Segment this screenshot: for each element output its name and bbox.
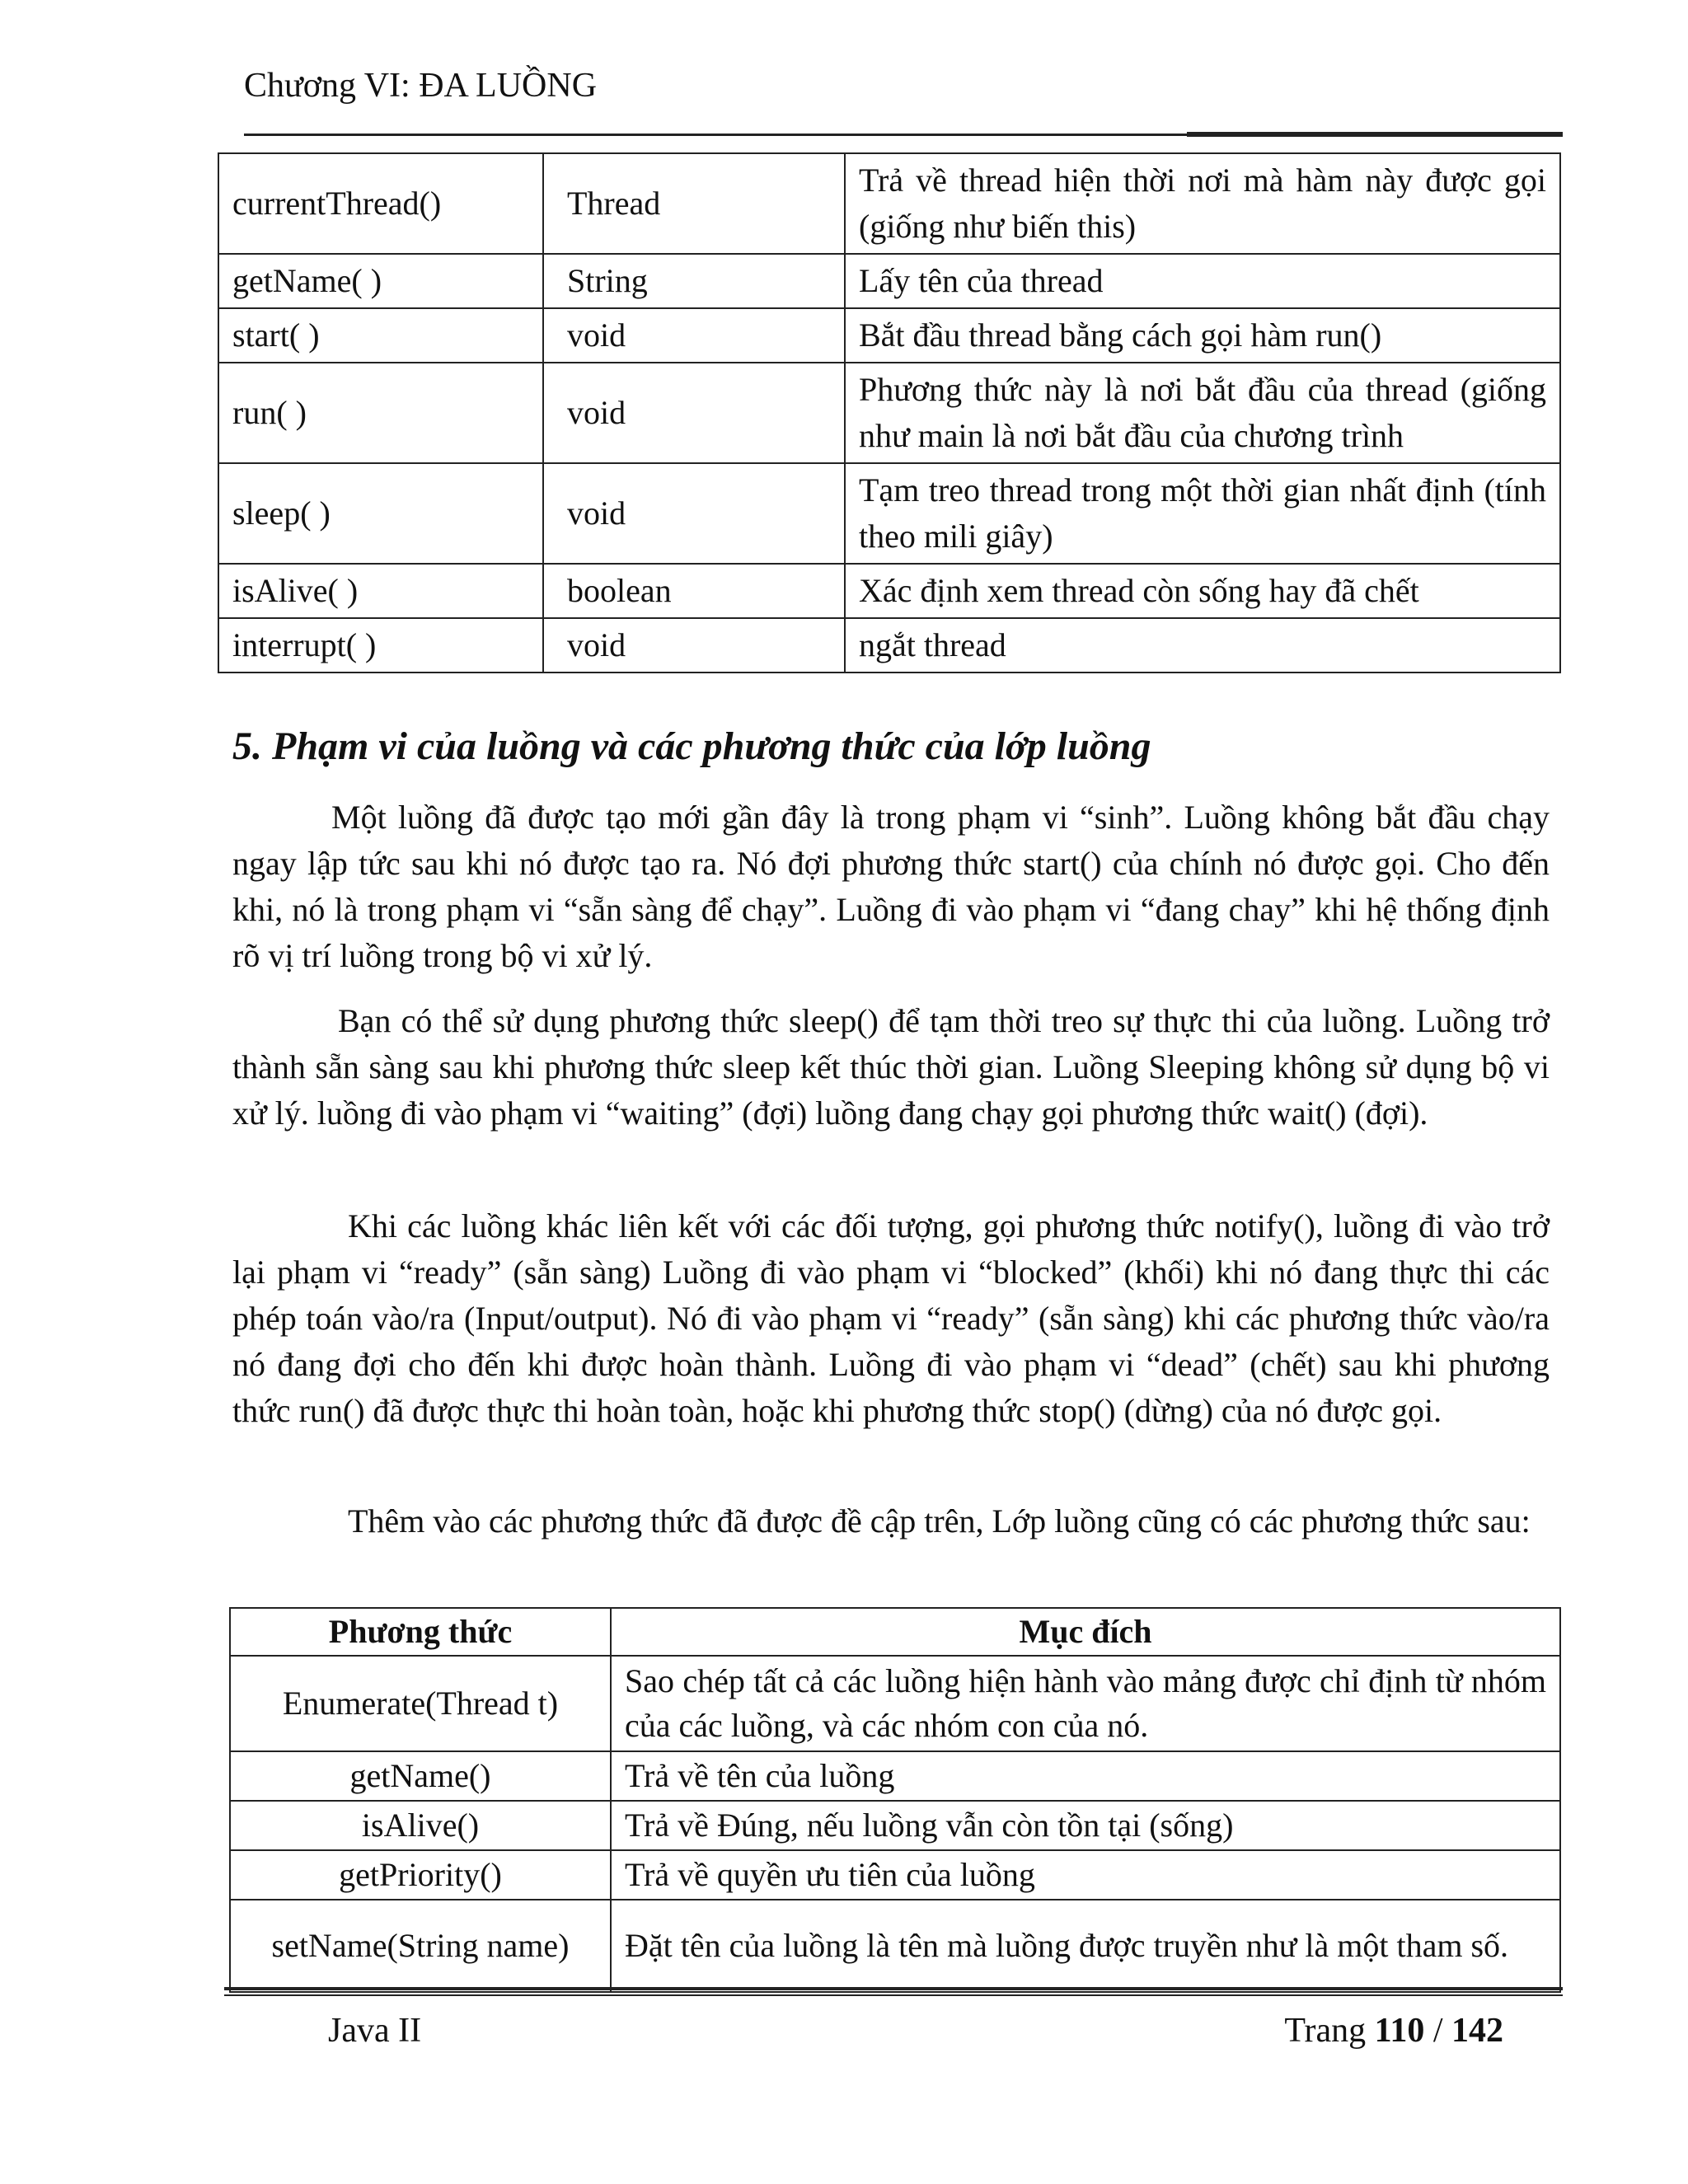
table-row [230,1900,1560,1992]
column-header-method: Phương thức [230,1608,611,1656]
return-type-cell: Thread [543,153,845,254]
method-name-cell: getName() [230,1751,611,1801]
table-row [218,254,1560,308]
table-header-row [230,1608,1560,1656]
return-type-cell: boolean [543,564,845,618]
table-row [230,1656,1560,1751]
description-cell: Lấy tên của thread [845,254,1560,308]
table-row [218,618,1560,673]
method-name-cell: run( ) [218,363,543,463]
description-cell: Trả về thread hiện thời nơi mà hàm này được gọi (giống như biến this) [845,153,1560,254]
page-prefix: Trang [1284,2012,1367,2050]
footer-rule [224,1987,1563,1990]
purpose-cell: Đặt tên của luồng là tên mà luồng được truyền như là một tham số. [611,1900,1560,1992]
footer-rule-thin [224,1994,1563,1996]
page-separator: / [1432,2012,1443,2050]
purpose-cell: Trả về Đúng, nếu luồng vẫn còn tồn tại (sống) [611,1801,1560,1850]
thread-class-methods-table [229,1607,1561,1993]
table-row [230,1801,1560,1850]
purpose-cell: Trả về tên của luồng [611,1751,1560,1801]
return-type-cell: void [543,363,845,463]
method-name-cell: isAlive( ) [218,564,543,618]
method-name-cell: start( ) [218,308,543,363]
paragraph-2: Bạn có thể sử dụng phương thức sleep() để tạm thời treo sự thực thi của luồng. Luồng trở thành sẵn sàng sau khi phương thức sleep kết thúc thời gian. Luồng Sleeping không sử dụng bộ vi xử lý. luồng đi vào phạm vi “waiting” (đợi) luồng đang chạy gọi phương thức wait() (đợi). [232,1002,1550,1132]
table-row [218,463,1560,564]
method-name-cell: Enumerate(Thread t) [230,1656,611,1751]
table-row [230,1850,1560,1900]
current-page: 110 [1374,2012,1425,2050]
table-row [218,363,1560,463]
return-type-cell: void [543,308,845,363]
footer-course-name: Java II [328,2012,422,2050]
method-name-cell: setName(String name) [230,1900,611,1992]
description-cell: Tạm treo thread trong một thời gian nhất định (tính theo mili giây) [845,463,1560,564]
column-header-purpose: Mục đích [611,1608,1560,1656]
method-name-cell: isAlive() [230,1801,611,1850]
method-name-cell: interrupt( ) [218,618,543,673]
return-type-cell: void [543,618,845,673]
description-cell: Xác định xem thread còn sống hay đã chết [845,564,1560,618]
table-row [230,1751,1560,1801]
table-row [218,308,1560,363]
description-cell: ngắt thread [845,618,1560,673]
method-name-cell: currentThread() [218,153,543,254]
description-cell: Bắt đầu thread bằng cách gọi hàm run() [845,308,1560,363]
total-pages: 142 [1451,2012,1503,2050]
chapter-title: Chương VI: ĐA LUỒNG [244,67,598,105]
method-name-cell: getPriority() [230,1850,611,1900]
paragraph-1: Một luồng đã được tạo mới gần đây là trong phạm vi “sinh”. Luồng không bắt đầu chạy ngay lập tức sau khi nó được tạo ra. Nó đợi phương thức start() của chính nó được gọi. Cho đến khi, nó là trong phạm vi “sẵn sàng để chạy”. Luồng đi vào phạm vi “đang chay” khi hệ thống định rõ vị trí luồng trong bộ vi xử lý. [232,799,1550,974]
thread-methods-table [218,152,1561,673]
method-name-cell: getName( ) [218,254,543,308]
paragraph-3: Khi các luồng khác liên kết với các đối tượng, gọi phương thức notify(), luồng đi vào trở lại phạm vi “ready” (sẵn sàng) Luồng đi vào phạm vi “blocked” (khối) khi nó đang thực thi các phép toán vào/ra (Input/output). Nó đi vào phạm vi “ready” (sẵn sàng) khi các phương thức vào/ra nó đang đợi cho đến khi được hoàn thành. Luồng đi vào phạm vi “dead” (chết) sau khi phương thức run() đã được thực thi hoàn toàn, hoặc khi phương thức stop() (dừng) của nó được gọi. [232,1207,1550,1429]
purpose-cell: Trả về quyền ưu tiên của luồng [611,1850,1560,1900]
purpose-cell: Sao chép tất cả các luồng hiện hành vào mảng được chỉ định từ nhóm của các luồng, và các nhóm con của nó. [611,1656,1560,1751]
section-heading: 5. Phạm vi của luồng và các phương thức của lớp luồng [232,724,1151,768]
return-type-cell: String [543,254,845,308]
table-row [218,564,1560,618]
paragraph-4: Thêm vào các phương thức đã được đề cập trên, Lớp luồng cũng có các phương thức sau: [348,1502,1531,1540]
header-rule-accent [1187,132,1563,137]
method-name-cell: sleep( ) [218,463,543,564]
return-type-cell: void [543,463,845,564]
description-cell: Phương thức này là nơi bắt đầu của thread (giống như main là nơi bắt đầu của chương trình [845,363,1560,463]
page-number [1284,2011,1503,2050]
table-row [218,153,1560,254]
